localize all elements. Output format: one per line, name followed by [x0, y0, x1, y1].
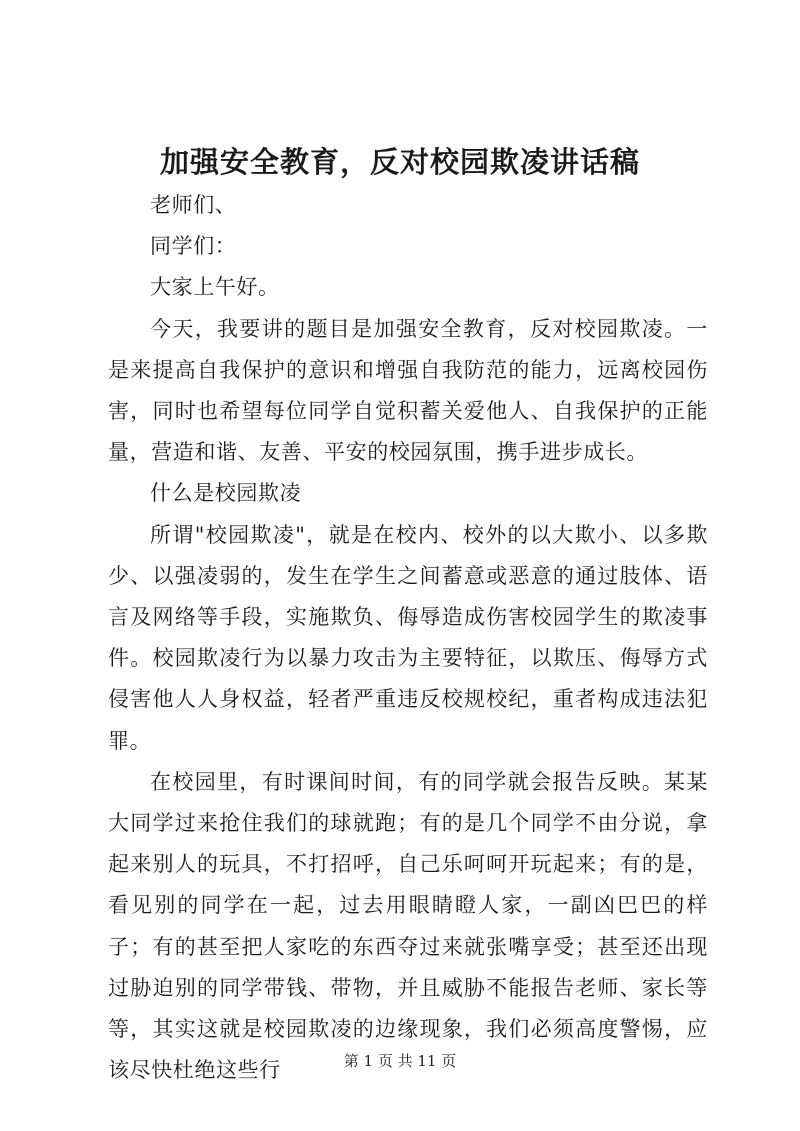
- intro-paragraph: 今天，我要讲的题目是加强安全教育，反对校园欺凌。一是来提高自我保护的意识和增强自我防范的能力，远离校园伤害，同时也希望每位同学自觉积蓄关爱他人、自我保护的正能量，营造和谐、友善、平安的校园氛围，携手进步成长。: [108, 316, 708, 465]
- definition-paragraph: 所谓"校园欺凌"，就是在校内、校外的以大欺小、以多欺少、以强凌弱的，发生在学生之间蓄意或恶意的通过肢体、语言及网络等手段，实施欺负、侮辱造成伤害校园学生的欺凌事件。校园欺凌行为以暴力攻击为主要特征，以欺压、侮辱方式侵害他人人身权益，轻者严重违反校规校纪，重者构成违法犯罪。: [108, 522, 708, 753]
- salutation-students: 同学们：: [150, 234, 237, 259]
- page-title: 加强安全教育，反对校园欺凌讲话稿: [159, 145, 640, 179]
- section-heading: 什么是校园欺凌: [150, 481, 302, 506]
- salutation-teachers: 老师们、: [150, 193, 237, 217]
- examples-paragraph: 在校园里，有时课间时间，有的同学就会报告反映。某某大同学过来抢住我们的球就跑；有的是几个同学不由分说，拿起来别人的玩具，不打招呼，自己乐呵呵开玩起来；有的是，看见别的同学在一起，过去用眼睛瞪人家，一副凶巴巴的样子；有的甚至把人家吃的东西夺过来就张嘴享受；甚至还出现过胁迫别的同学带钱、带物，并且威胁不能报告老师、家长等等，其实这就是校园欺凌的边缘现象，我们必须高度警惕，应该尽快杜绝这些行: [108, 769, 708, 1083]
- page-number: 第 1 页 共 11 页: [343, 1052, 457, 1070]
- greeting: 大家上午好。: [150, 275, 280, 300]
- document-body: [108, 185, 708, 1091]
- page-footer: [0, 1051, 800, 1071]
